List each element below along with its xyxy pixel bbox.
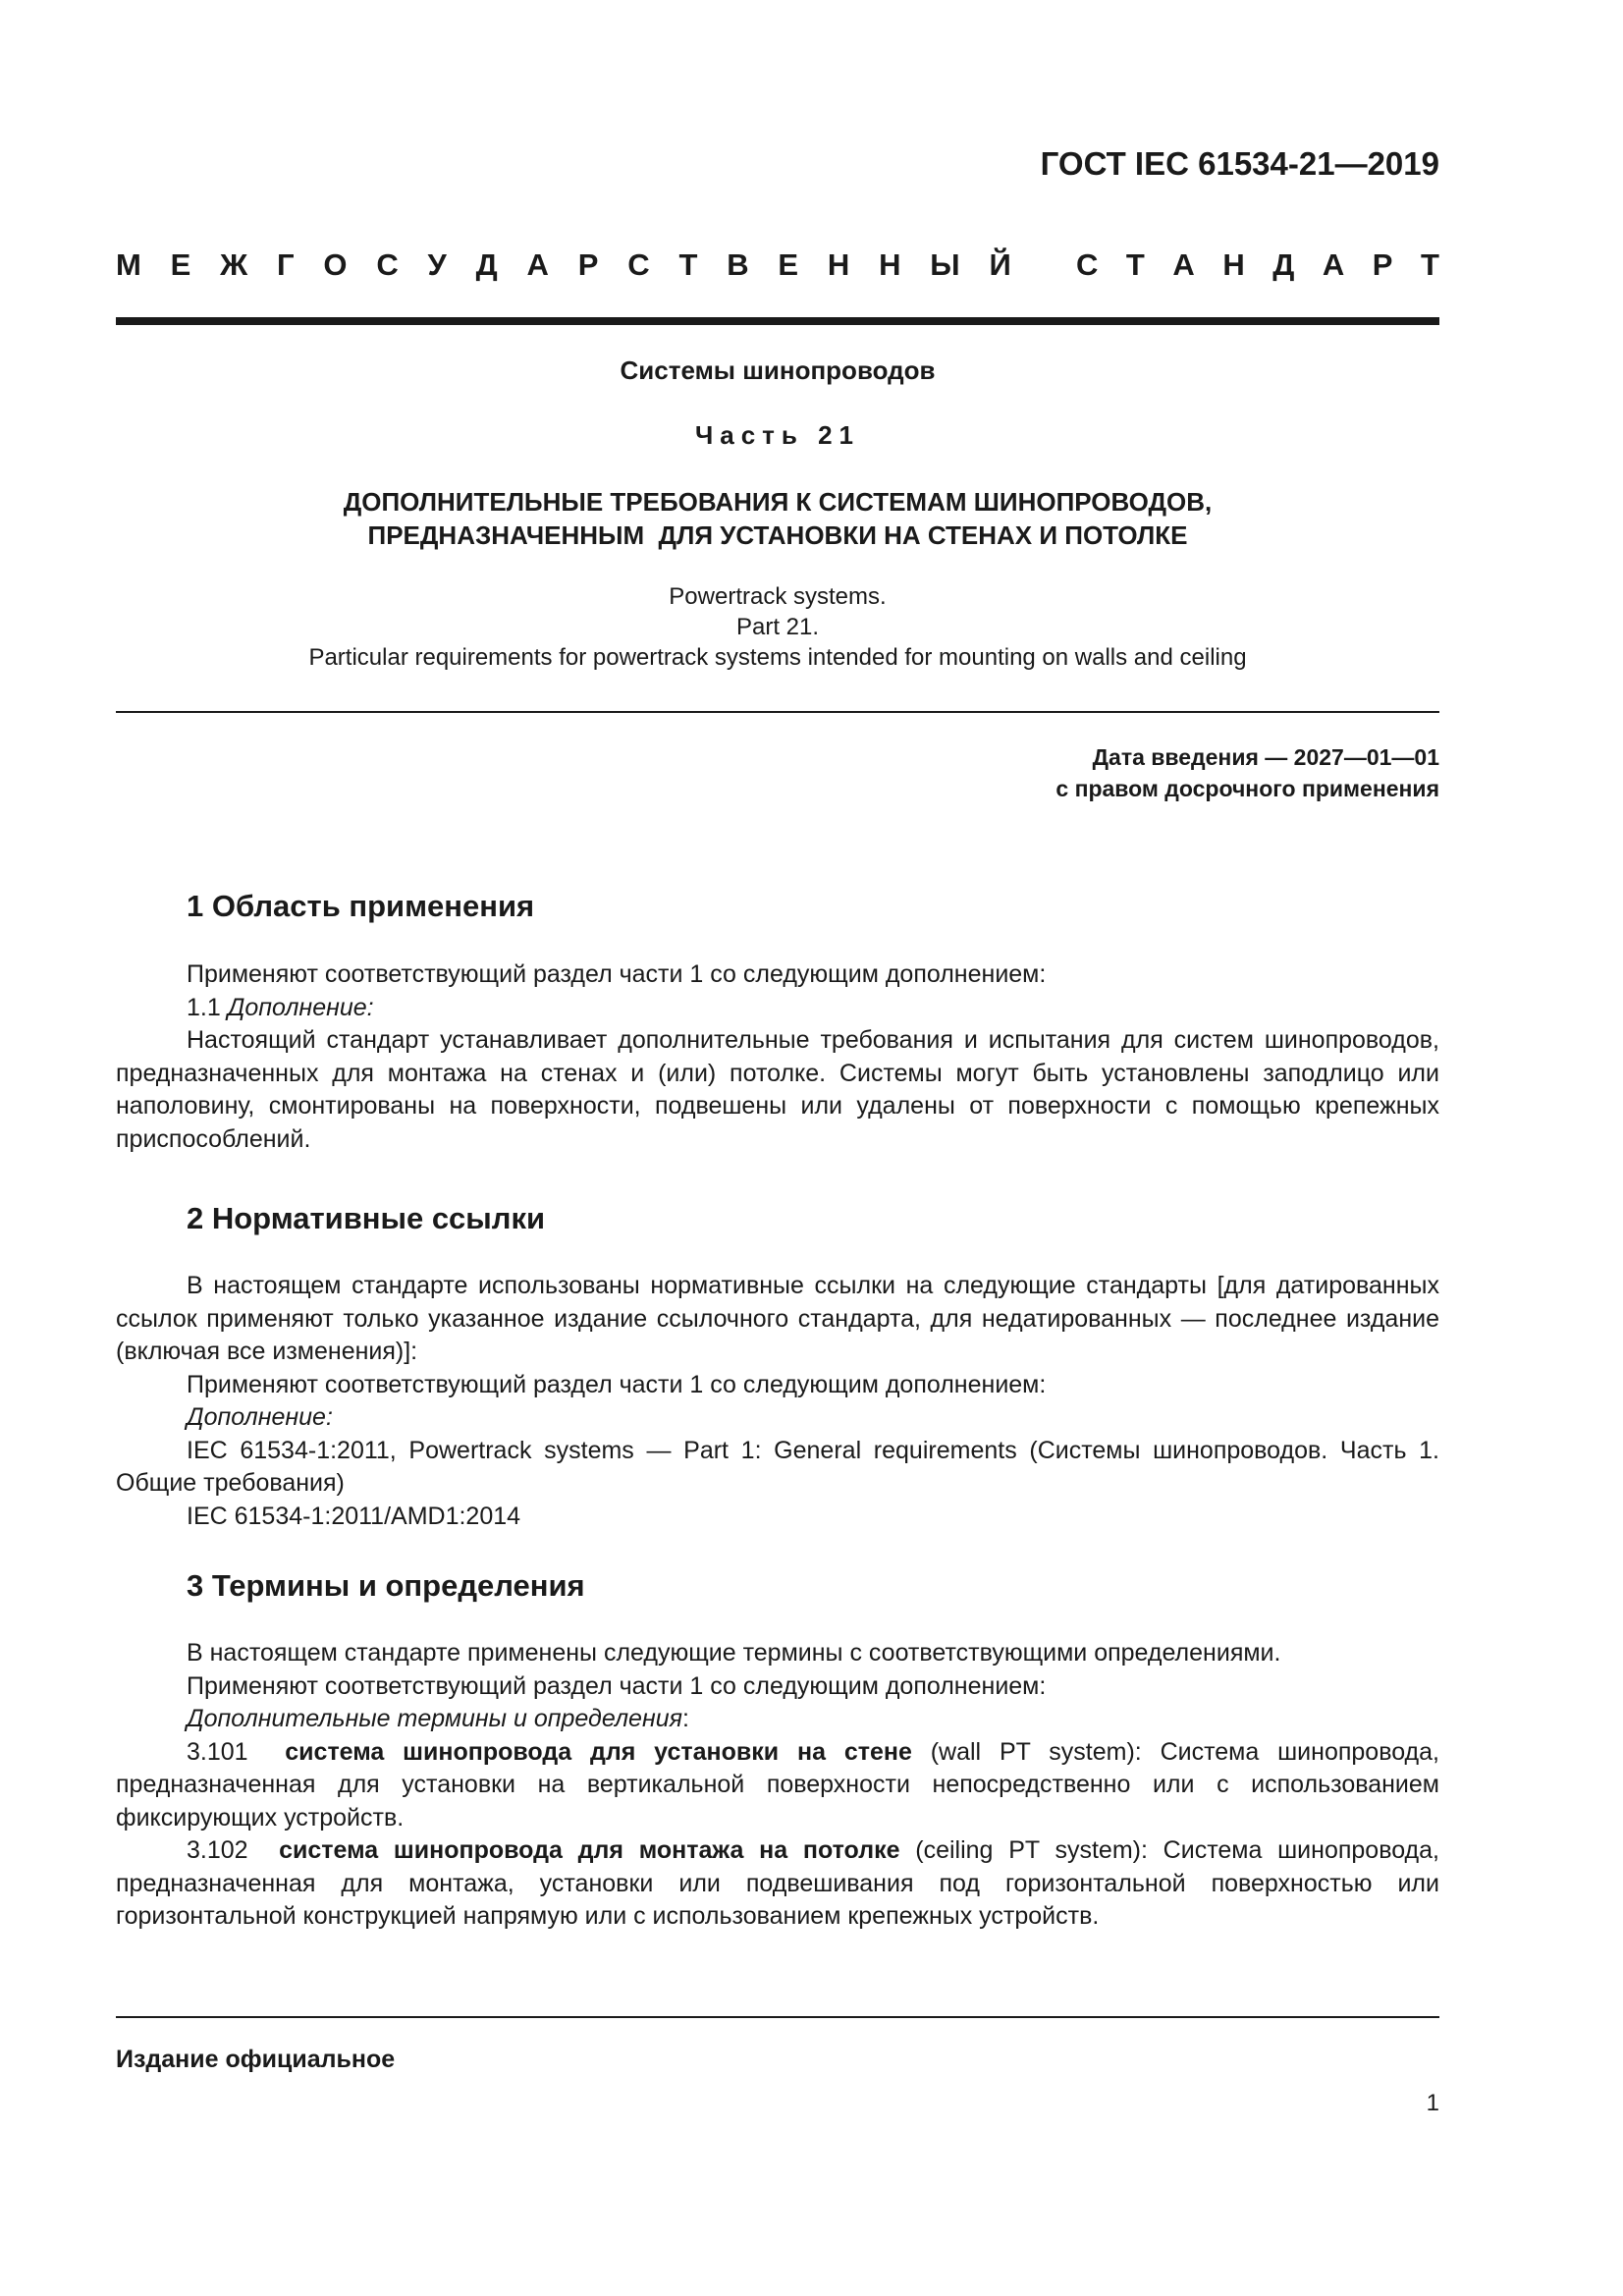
banner-letter: А (1172, 247, 1195, 282)
banner-letter: М (116, 247, 141, 282)
intro-date-line: Дата введения — 2027—01—01 (1092, 744, 1439, 770)
terms-label-text: Дополнительные термины и определения (187, 1705, 682, 1732)
term-3-101-term: система шинопровода для установки на стене (285, 1737, 912, 1766)
title-part: Часть 21 (694, 420, 861, 450)
page-number: 1 (1426, 2090, 1439, 2116)
banner-letter: Н (879, 247, 901, 282)
section1-title: 1 Область применения (187, 889, 535, 923)
banner-letter: Й (989, 247, 1011, 282)
subclause-number: 1.1 (187, 993, 221, 1021)
section2-para2: Применяют соответствующий раздел части 1 со следующим дополнением: (187, 1370, 1047, 1398)
banner-letter: Н (827, 247, 850, 282)
document-page (116, 0, 1439, 2296)
section1-body (116, 958, 1439, 1156)
banner-letter: А (1322, 247, 1345, 282)
banner-letter: Ж (220, 247, 248, 282)
term-3-102-number: 3.102 (187, 1836, 248, 1864)
banner-letter: С (376, 247, 399, 282)
title-main (116, 485, 1439, 552)
term-3-102-term: система шинопровода для монтажа на потолке (279, 1836, 900, 1864)
banner-letter: Т (678, 247, 698, 282)
title-en-line2: Part 21. (735, 614, 820, 640)
title-en-line3: Particular requirements for powertrack systems intended for mounting on walls and ceiling (308, 644, 1247, 671)
title-main-line1: ДОПОЛНИТЕЛЬНЫЕ ТРЕБОВАНИЯ К СИСТЕМАМ ШИНОПРОВОДОВ, (343, 487, 1213, 517)
banner-letter: Д (475, 247, 498, 282)
banner-letter: С (627, 247, 650, 282)
banner-letter: Г (276, 247, 295, 282)
section2-ref1: IEC 61534-1:2011, Powertrack systems — Part 1: General requirements (Системы шинопроводов. Часть 1. Общие требования) (116, 1436, 1439, 1497)
banner-letter: Д (1272, 247, 1295, 282)
term-3-102 (116, 1834, 1439, 1934)
term-3-101-number: 3.101 (187, 1737, 248, 1766)
section2-title: 2 Нормативные ссылки (187, 1201, 546, 1235)
early-application-line: с правом досрочного применения (1055, 776, 1439, 801)
subclause-label: Дополнение: (227, 993, 374, 1021)
section3-para2: Применяют соответствующий раздел части 1 со следующим дополнением: (187, 1671, 1047, 1700)
banner-letter: Е (170, 247, 191, 282)
term-3-101-definition: (wall PT system): Система шинопровода, предназначенная для установки на вертикальной поверхности непосредственно или с использованием фиксирующих устройств. (116, 1737, 1439, 1831)
title-main-line2: ПРЕДНАЗНАЧЕННЫМ ДЛЯ УСТАНОВКИ НА СТЕНАХ И ПОТОЛКЕ (367, 520, 1188, 550)
standard-banner (116, 247, 1439, 283)
thin-divider-bottom (116, 2016, 1439, 2018)
thick-divider (116, 317, 1439, 325)
term-3-102-definition: (ceiling PT system): Система шинопровода, предназначенная для монтажа, установки или подвешивания под горизонтальной поверхностью или горизонтальной конструкцией напрямую или с использованием крепежных устройств. (116, 1836, 1439, 1930)
banner-letter: Н (1222, 247, 1245, 282)
banner-word-standard (1076, 247, 1439, 283)
section2-body (116, 1270, 1439, 1533)
section1-subclause (116, 992, 1439, 1025)
introduction-date (1055, 741, 1439, 804)
banner-letter: В (727, 247, 749, 282)
banner-letter: С (1076, 247, 1099, 282)
section3-body (116, 1637, 1439, 1934)
title-systems: Системы шинопроводов (620, 355, 936, 385)
section2-addition-label: Дополнение: (187, 1403, 333, 1431)
terms-label-colon: : (681, 1705, 689, 1732)
banner-letter: Т (1421, 247, 1439, 282)
banner-letter: Т (1125, 247, 1145, 282)
section3-title: 3 Термины и определения (187, 1568, 585, 1603)
banner-word-interstate (116, 247, 1011, 283)
section1-para2: Настоящий стандарт устанавливает дополнительные требования и испытания для систем шинопроводов, предназначенных для монтажа на стенах и (или) потолке. Системы могут быть установлены заподлицо или наполовину, смонтированы на поверхности, подвешены или удалены от поверхности с помощью крепежных приспособлений. (116, 1026, 1439, 1153)
banner-letter: Р (577, 247, 599, 282)
standard-number: ГОСТ IEC 61534-21—2019 (1040, 145, 1439, 182)
banner-letter: А (526, 247, 549, 282)
banner-letter: Р (1372, 247, 1393, 282)
section3-terms-label (116, 1703, 1439, 1736)
banner-letter: Е (778, 247, 799, 282)
banner-letter: У (427, 247, 447, 282)
section2-para1: В настоящем стандарте использованы нормативные ссылки на следующие стандарты [для датированных ссылок применяют только указанное издание ссылочного стандарта, для недатированных — последнее издание (включая все изменения)]: (116, 1272, 1439, 1365)
title-en-line1: Powertrack systems. (669, 583, 887, 610)
title-english (116, 581, 1439, 673)
thin-divider-top (116, 711, 1439, 713)
section3-para1: В настоящем стандарте применены следующие термины с соответствующими определениями. (187, 1639, 1281, 1667)
section1-para1: Применяют соответствующий раздел части 1 со следующим дополнением: (187, 960, 1047, 988)
section2-ref2: IEC 61534-1:2011/AMD1:2014 (187, 1502, 521, 1530)
banner-letter: О (323, 247, 348, 282)
banner-letter: Ы (930, 247, 960, 282)
term-3-101 (116, 1736, 1439, 1835)
official-edition: Издание официальное (116, 2046, 396, 2073)
